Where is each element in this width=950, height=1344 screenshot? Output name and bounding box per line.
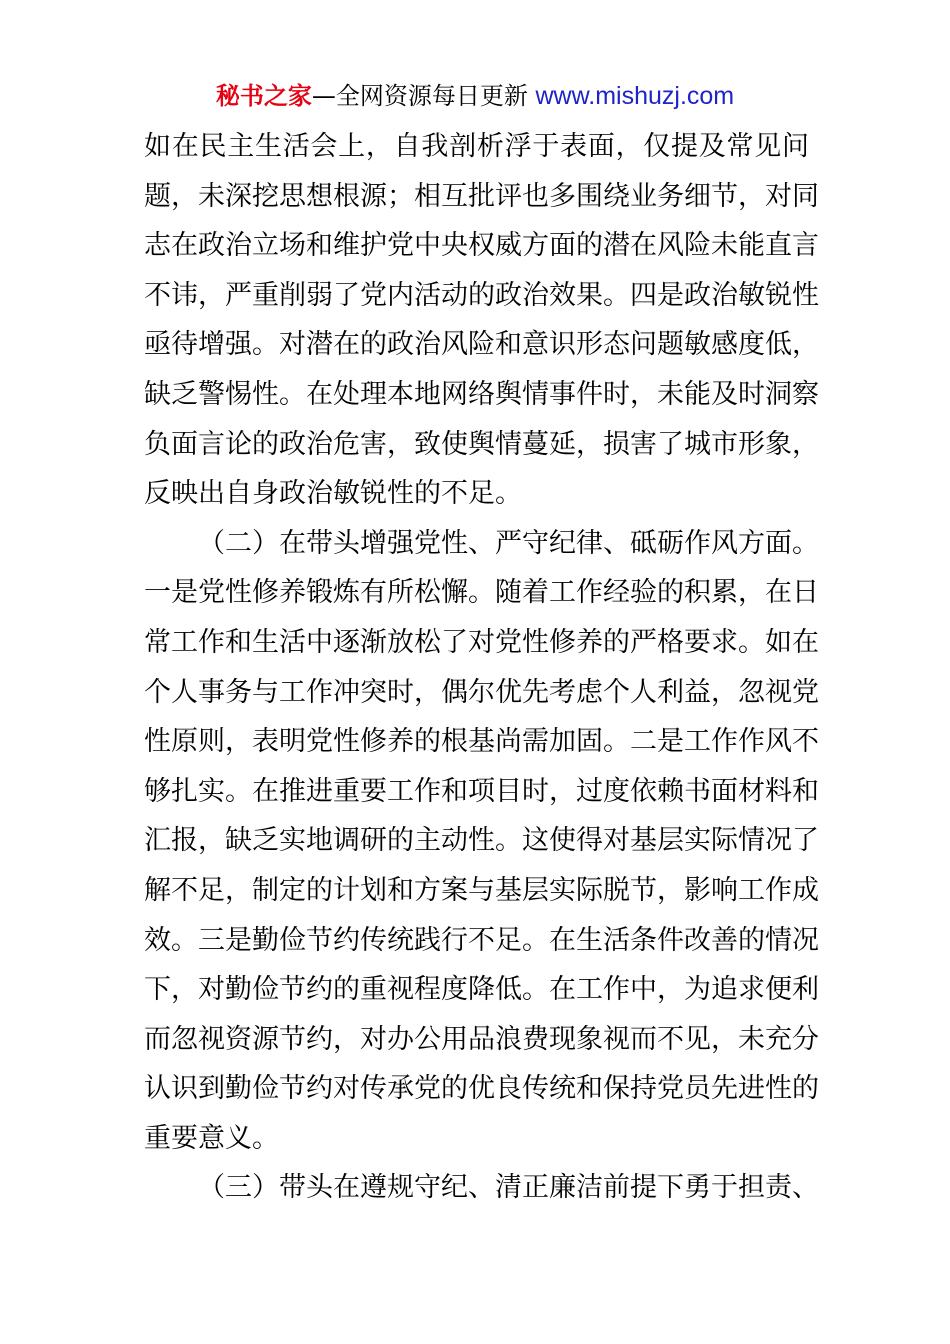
text-line: 反映出自身政治敏锐性的不足。 xyxy=(144,478,522,510)
text-line: 解不足，制定的计划和方案与基层实际脱节，影响工作成 xyxy=(144,874,819,906)
text-line: 题，未深挖思想根源；相互批评也多围绕业务细节，对同 xyxy=(144,180,819,212)
text-line: 而忽视资源节约，对办公用品浪费现象视而不见，未充分 xyxy=(144,1023,819,1055)
text-line: 效。三是勤俭节约传统践行不足。在生活条件改善的情况 xyxy=(144,924,819,956)
document-body xyxy=(144,122,819,1213)
text-line: 性原则，表明党性修养的根基尚需加固。二是工作作风不 xyxy=(144,726,819,758)
section-heading-2: （二）在带头增强党性、严守纪律、砥砺作风方面。 xyxy=(198,527,819,559)
text-line: 汇报，缺乏实地调研的主动性。这使得对基层实际情况了 xyxy=(144,825,819,857)
text-line: 不讳，严重削弱了党内活动的政治效果。四是政治敏锐性 xyxy=(144,279,819,311)
text-line: 个人事务与工作冲突时，偶尔优先考虑个人利益，忽视党 xyxy=(144,676,819,708)
text-line: 常工作和生活中逐渐放松了对党性修养的严格要求。如在 xyxy=(144,626,819,658)
text-line: 够扎实。在推进重要工作和项目时，过度依赖书面材料和 xyxy=(144,775,819,807)
text-line: 亟待增强。对潜在的政治风险和意识形态问题敏感度低， xyxy=(144,329,819,361)
text-line: 志在政治立场和维护党中央权威方面的潜在风险未能直言 xyxy=(144,230,819,262)
text-line: 一是党性修养锻炼有所松懈。随着工作经验的积累，在日 xyxy=(144,577,819,609)
section-heading-3: （三）带头在遵规守纪、清正廉洁前提下勇于担责、 xyxy=(198,1172,819,1204)
site-brand: 秘书之家 xyxy=(215,82,312,110)
text-line: 如在民主生活会上，自我剖析浮于表面，仅提及常见问 xyxy=(144,131,809,162)
text-line: 下，对勤俭节约的重视程度降低。在工作中，为追求便利 xyxy=(144,974,819,1006)
site-url-link[interactable]: www.mishuzj.com xyxy=(535,82,735,110)
text-line: 认识到勤俭节约对传承党的优良传统和保持党员先进性的 xyxy=(144,1073,819,1105)
text-line: 重要意义。 xyxy=(144,1122,279,1154)
text-line: 负面言论的政治危害，致使舆情蔓延，损害了城市形象， xyxy=(144,428,819,460)
site-header xyxy=(0,80,950,112)
site-tagline: —全网资源每日更新 xyxy=(311,82,528,110)
text-line: 缺乏警惕性。在处理本地网络舆情事件时，未能及时洞察 xyxy=(144,378,819,410)
